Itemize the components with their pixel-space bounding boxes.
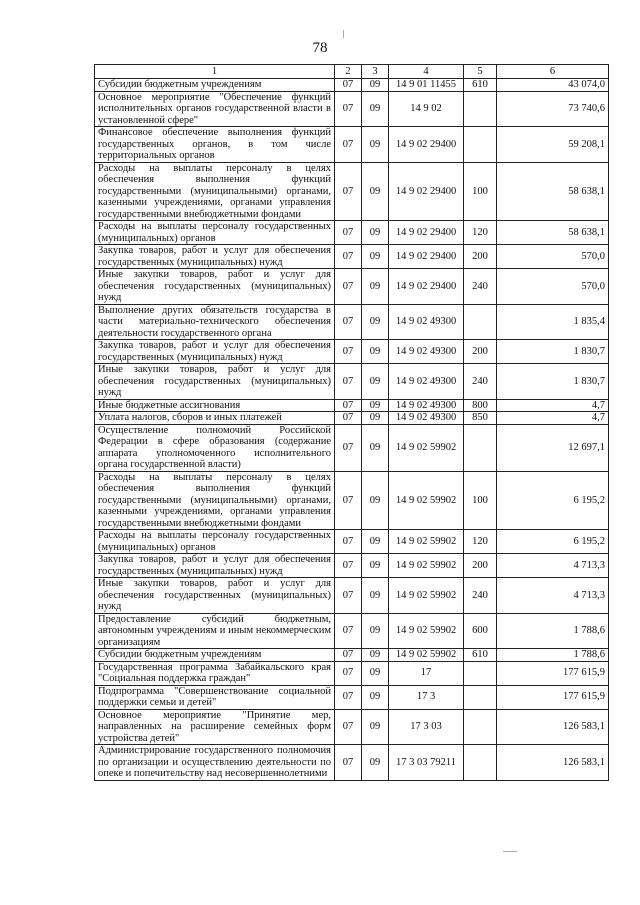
table-row [95,412,609,425]
table-row [95,304,609,340]
row-section-cell: 07 [335,91,362,127]
row-target-article-cell: 14 9 02 49300 [389,304,464,340]
table-row [95,127,609,163]
row-section-cell: 07 [335,709,362,745]
row-name-cell: Выполнение других обязательств государства в части материально-технического обеспечения деятельности государственного органа [95,304,335,340]
row-target-article-cell: 14 9 02 49300 [389,364,464,400]
row-subsection-cell: 09 [362,340,389,364]
table-row [95,709,609,745]
table-row [95,554,609,578]
row-target-article-cell: 14 9 02 29400 [389,162,464,221]
row-name-cell: Закупка товаров, работ и услуг для обеспечения государственных (муниципальных) нужд [95,554,335,578]
row-target-article-cell: 17 3 03 [389,709,464,745]
row-subsection-cell: 09 [362,745,389,781]
row-amount-cell: 177 615,9 [497,661,609,685]
row-expense-type-cell: 600 [464,613,497,649]
row-amount-cell: 177 615,9 [497,685,609,709]
header-cell-1: 1 [95,65,335,79]
row-target-article-cell: 14 9 02 49300 [389,412,464,425]
row-section-cell: 07 [335,340,362,364]
row-amount-cell: 1 788,6 [497,613,609,649]
row-amount-cell: 73 740,6 [497,91,609,127]
row-expense-type-cell: 240 [464,269,497,305]
row-section-cell: 07 [335,685,362,709]
row-subsection-cell: 09 [362,685,389,709]
row-subsection-cell: 09 [362,127,389,163]
row-target-article-cell: 17 3 [389,685,464,709]
row-name-cell: Субсидии бюджетным учреждениям [95,649,335,662]
row-section-cell: 07 [335,269,362,305]
row-target-article-cell: 14 9 02 29400 [389,127,464,163]
row-subsection-cell: 09 [362,578,389,614]
row-name-cell: Иные закупки товаров, работ и услуг для обеспечения государственных (муниципальных) нужд [95,364,335,400]
row-expense-type-cell: 100 [464,471,497,530]
row-name-cell: Основное мероприятие "Обеспечение функций исполнительных органов государственной власти в установленной сфере" [95,91,335,127]
row-subsection-cell: 09 [362,554,389,578]
table-row [95,578,609,614]
row-target-article-cell: 14 9 02 29400 [389,221,464,245]
row-target-article-cell: 14 9 02 59902 [389,424,464,471]
row-section-cell: 07 [335,530,362,554]
row-name-cell: Администрирование государственного полномочия по организации и осуществлению деятельности по опеке и попечительству над несовершеннолетними [95,745,335,781]
table-row [95,471,609,530]
row-amount-cell: 43 074,0 [497,79,609,92]
row-amount-cell: 570,0 [497,269,609,305]
row-name-cell: Финансовое обеспечение выполнения функций государственных органов, в том числе территориальных органов [95,127,335,163]
row-name-cell: Предоставление субсидий бюджетным, автономным учреждениям и иным некоммерческим организациям [95,613,335,649]
header-cell-4: 4 [389,65,464,79]
table-row [95,745,609,781]
table-row [95,245,609,269]
row-subsection-cell: 09 [362,649,389,662]
row-subsection-cell: 09 [362,613,389,649]
table-row [95,162,609,221]
table-row [95,661,609,685]
table-row [95,649,609,662]
table-row [95,424,609,471]
row-section-cell: 07 [335,613,362,649]
table-row [95,364,609,400]
row-amount-cell: 4 713,3 [497,578,609,614]
table-row [95,269,609,305]
row-section-cell: 07 [335,554,362,578]
row-target-article-cell: 14 9 02 49300 [389,399,464,412]
row-expense-type-cell: 850 [464,412,497,425]
row-expense-type-cell [464,304,497,340]
row-expense-type-cell: 610 [464,649,497,662]
row-target-article-cell: 14 9 02 [389,91,464,127]
row-section-cell: 07 [335,364,362,400]
header-cell-5: 5 [464,65,497,79]
row-amount-cell: 6 195,2 [497,530,609,554]
row-section-cell: 07 [335,304,362,340]
row-expense-type-cell: 800 [464,399,497,412]
row-target-article-cell: 17 [389,661,464,685]
table-row [95,340,609,364]
row-name-cell: Субсидии бюджетным учреждениям [95,79,335,92]
row-subsection-cell: 09 [362,530,389,554]
row-name-cell: Иные бюджетные ассигнования [95,399,335,412]
row-section-cell: 07 [335,578,362,614]
row-section-cell: 07 [335,399,362,412]
row-subsection-cell: 09 [362,304,389,340]
row-section-cell: 07 [335,79,362,92]
row-expense-type-cell [464,745,497,781]
row-expense-type-cell: 100 [464,162,497,221]
row-section-cell: 07 [335,127,362,163]
table-row [95,79,609,92]
row-subsection-cell: 09 [362,424,389,471]
row-expense-type-cell: 610 [464,79,497,92]
row-name-cell: Государственная программа Забайкальского края "Социальная поддержка граждан" [95,661,335,685]
row-amount-cell: 126 583,1 [497,745,609,781]
table-row [95,399,609,412]
row-expense-type-cell: 200 [464,245,497,269]
header-cell-6: 6 [497,65,609,79]
row-subsection-cell: 09 [362,661,389,685]
row-target-article-cell: 14 9 02 49300 [389,340,464,364]
row-amount-cell: 58 638,1 [497,162,609,221]
row-section-cell: 07 [335,424,362,471]
table-row [95,530,609,554]
row-expense-type-cell: 120 [464,221,497,245]
scan-mark [343,30,344,38]
header-cell-3: 3 [362,65,389,79]
row-section-cell: 07 [335,162,362,221]
row-section-cell: 07 [335,245,362,269]
row-subsection-cell: 09 [362,399,389,412]
row-subsection-cell: 09 [362,412,389,425]
row-target-article-cell: 14 9 02 59902 [389,578,464,614]
row-subsection-cell: 09 [362,709,389,745]
row-expense-type-cell: 120 [464,530,497,554]
row-amount-cell: 58 638,1 [497,221,609,245]
row-expense-type-cell [464,91,497,127]
row-section-cell: 07 [335,221,362,245]
row-name-cell: Закупка товаров, работ и услуг для обеспечения государственных (муниципальных) нужд [95,340,335,364]
row-amount-cell: 570,0 [497,245,609,269]
row-name-cell: Основное мероприятие "Принятие мер, направленных на расширение семейных форм устройства детей" [95,709,335,745]
row-subsection-cell: 09 [362,471,389,530]
row-name-cell: Уплата налогов, сборов и иных платежей [95,412,335,425]
row-section-cell: 07 [335,649,362,662]
table-row [95,613,609,649]
row-amount-cell: 1 830,7 [497,340,609,364]
row-subsection-cell: 09 [362,269,389,305]
row-amount-cell: 126 583,1 [497,709,609,745]
row-amount-cell: 12 697,1 [497,424,609,471]
row-subsection-cell: 09 [362,79,389,92]
row-target-article-cell: 17 3 03 79211 [389,745,464,781]
row-expense-type-cell: 200 [464,340,497,364]
row-subsection-cell: 09 [362,221,389,245]
row-name-cell: Расходы на выплаты персоналу в целях обеспечения выполнения функций государственными (муниципальными) органами, казенными учреждениями, органами управления государственными внебюджетными фондами [95,162,335,221]
row-subsection-cell: 09 [362,91,389,127]
row-name-cell: Закупка товаров, работ и услуг для обеспечения государственных (муниципальных) нужд [95,245,335,269]
row-subsection-cell: 09 [362,245,389,269]
row-name-cell: Расходы на выплаты персоналу государственных (муниципальных) органов [95,221,335,245]
row-target-article-cell: 14 9 02 59902 [389,471,464,530]
row-expense-type-cell: 240 [464,578,497,614]
table-row [95,685,609,709]
row-target-article-cell: 14 9 02 59902 [389,649,464,662]
row-amount-cell: 1 835,4 [497,304,609,340]
row-expense-type-cell [464,127,497,163]
row-name-cell: Иные закупки товаров, работ и услуг для обеспечения государственных (муниципальных) нужд [95,269,335,305]
row-expense-type-cell [464,709,497,745]
row-section-cell: 07 [335,412,362,425]
row-amount-cell: 4,7 [497,412,609,425]
budget-table [94,64,609,781]
row-target-article-cell: 14 9 02 59902 [389,554,464,578]
row-expense-type-cell [464,661,497,685]
row-target-article-cell: 14 9 02 29400 [389,269,464,305]
row-expense-type-cell: 200 [464,554,497,578]
row-section-cell: 07 [335,471,362,530]
row-target-article-cell: 14 9 02 59902 [389,530,464,554]
row-amount-cell: 4,7 [497,399,609,412]
row-section-cell: 07 [335,661,362,685]
row-name-cell: Осуществление полномочий Российской Федерации в сфере образования (содержание аппарата уполномоченного исполнительного органа государственной власти) [95,424,335,471]
row-amount-cell: 1 788,6 [497,649,609,662]
row-target-article-cell: 14 9 01 11455 [389,79,464,92]
row-amount-cell: 1 830,7 [497,364,609,400]
row-name-cell: Подпрограмма "Совершенствование социальной поддержки семьи и детей" [95,685,335,709]
header-cell-2: 2 [335,65,362,79]
row-target-article-cell: 14 9 02 29400 [389,245,464,269]
table-row [95,221,609,245]
row-amount-cell: 6 195,2 [497,471,609,530]
header-row [95,65,609,79]
row-name-cell: Расходы на выплаты персоналу государственных (муниципальных) органов [95,530,335,554]
row-expense-type-cell [464,424,497,471]
row-section-cell: 07 [335,745,362,781]
row-expense-type-cell [464,685,497,709]
row-name-cell: Иные закупки товаров, работ и услуг для обеспечения государственных (муниципальных) нужд [95,578,335,614]
row-amount-cell: 59 208,1 [497,127,609,163]
row-subsection-cell: 09 [362,364,389,400]
table-row [95,91,609,127]
row-subsection-cell: 09 [362,162,389,221]
scan-mark [503,851,517,852]
row-target-article-cell: 14 9 02 59902 [389,613,464,649]
page-number: 78 [312,40,328,56]
row-expense-type-cell: 240 [464,364,497,400]
row-name-cell: Расходы на выплаты персоналу в целях обеспечения выполнения функций государственными (муниципальными) органами, казенными учреждениями, органами управления государственными внебюджетными фондами [95,471,335,530]
row-amount-cell: 4 713,3 [497,554,609,578]
